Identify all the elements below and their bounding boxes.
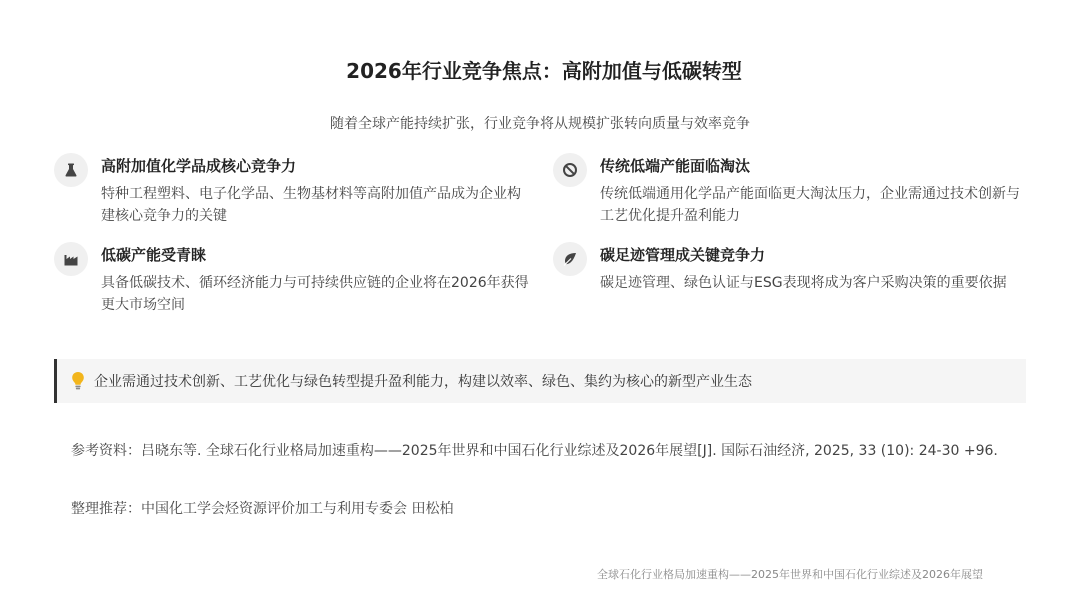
card-title: 低碳产能受青睐 xyxy=(101,246,207,264)
card-description: 碳足迹管理、绿色认证与ESG表现将成为客户采购决策的重要依据 xyxy=(600,275,1007,291)
page-subtitle: 随着全球产能持续扩张，行业竞争将从规模扩张转向质量与效率竞争 xyxy=(330,116,750,132)
callout-text: 企业需通过技术创新、工艺优化与绿色转型提升盈利能力，构建以效率、绿色、集约为核心的新型产业生态 xyxy=(94,374,752,390)
leaf-icon xyxy=(553,242,587,276)
ban-icon xyxy=(553,153,587,187)
key-insight-callout xyxy=(54,359,1026,403)
card-title: 高附加值化学品成核心竞争力 xyxy=(101,157,297,175)
card-description: 传统低端通用化学品产能面临更大淘汰压力，企业需通过技术创新与工艺优化提升盈利能力 xyxy=(600,186,1020,224)
editor-credit: 整理推荐：中国化工学会烃资源评价加工与利用专委会 田松柏 xyxy=(71,501,454,517)
flask-icon xyxy=(54,153,88,187)
lightbulb-icon xyxy=(71,371,85,391)
page-footer: 全球石化行业格局加速重构——2025年世界和中国石化行业综述及2026年展望 xyxy=(597,568,983,581)
reference-citation: 参考资料：吕晓东等. 全球石化行业格局加速重构——2025年世界和中国石化行业综述及2026年展望[J]. 国际石油经济, 2025, 33 (10): 24-30 +96. xyxy=(71,443,998,459)
card-title: 碳足迹管理成关键竞争力 xyxy=(600,246,766,264)
card-title: 传统低端产能面临淘汰 xyxy=(600,157,751,175)
page-title: 2026年行业竞争焦点：高附加值与低碳转型 xyxy=(346,59,742,83)
card-description: 具备低碳技术、循环经济能力与可持续供应链的企业将在2026年获得更大市场空间 xyxy=(101,275,529,313)
card-description: 特种工程塑料、电子化学品、生物基材料等高附加值产品成为企业构建核心竞争力的关键 xyxy=(101,186,521,224)
factory-icon xyxy=(54,242,88,276)
